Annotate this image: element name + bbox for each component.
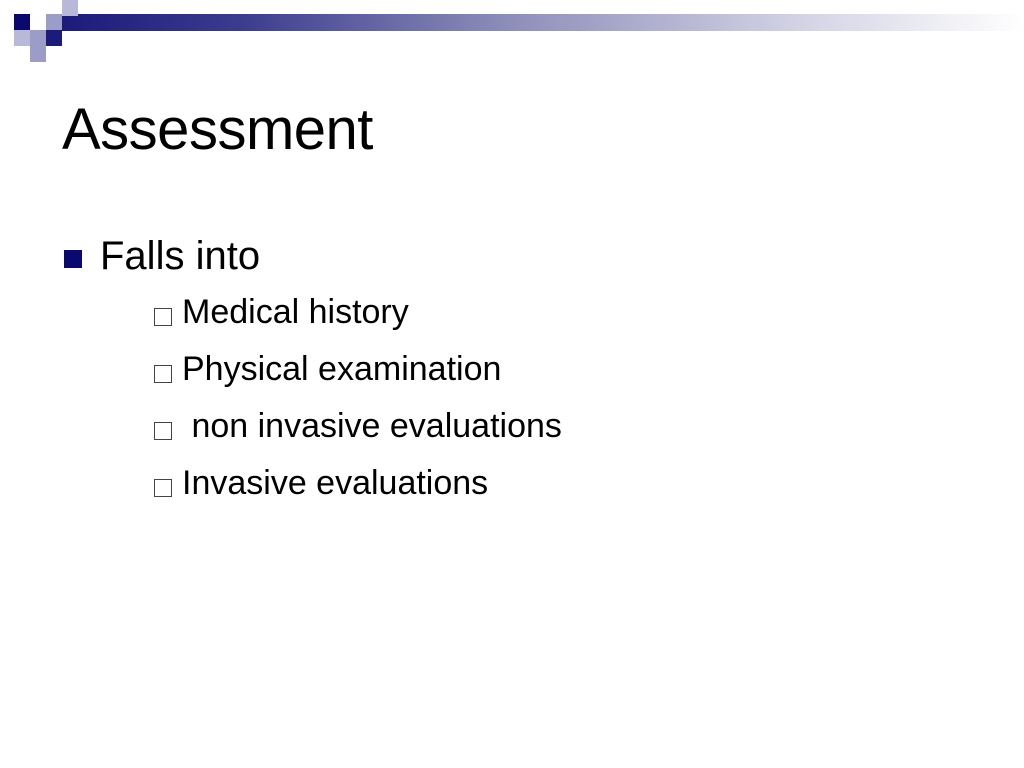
sub-bullet-text: non invasive evaluations: [182, 407, 562, 445]
decor-square: [14, 14, 30, 30]
sub-bullet-text: Medical history: [182, 293, 409, 331]
decor-square: [14, 30, 30, 46]
decor-square: [46, 14, 62, 30]
decor-square: [62, 0, 78, 16]
decor-square: [30, 46, 46, 62]
decor-square: [30, 14, 46, 30]
header-gradient-bar: [62, 14, 1024, 31]
hollow-square-icon: [154, 479, 172, 497]
list-item: [62, 228, 562, 512]
list-item: [100, 398, 562, 455]
hollow-square-icon: [154, 365, 172, 383]
sub-bullet-text: Physical examination: [182, 350, 502, 388]
hollow-square-icon: [154, 308, 172, 326]
header-decoration: [0, 0, 1024, 64]
filled-square-icon: [64, 250, 82, 268]
list-item: [100, 284, 562, 341]
list-item: [100, 341, 562, 398]
decor-square: [46, 30, 62, 46]
slide-title: Assessment: [62, 97, 373, 162]
bullet-list: [62, 228, 562, 512]
sub-bullet-text: Invasive evaluations: [182, 464, 489, 502]
decor-square: [30, 30, 46, 46]
bullet-text: Falls into: [100, 234, 261, 278]
hollow-square-icon: [154, 422, 172, 440]
sub-bullet-list: [100, 284, 562, 512]
list-item: [100, 455, 562, 512]
